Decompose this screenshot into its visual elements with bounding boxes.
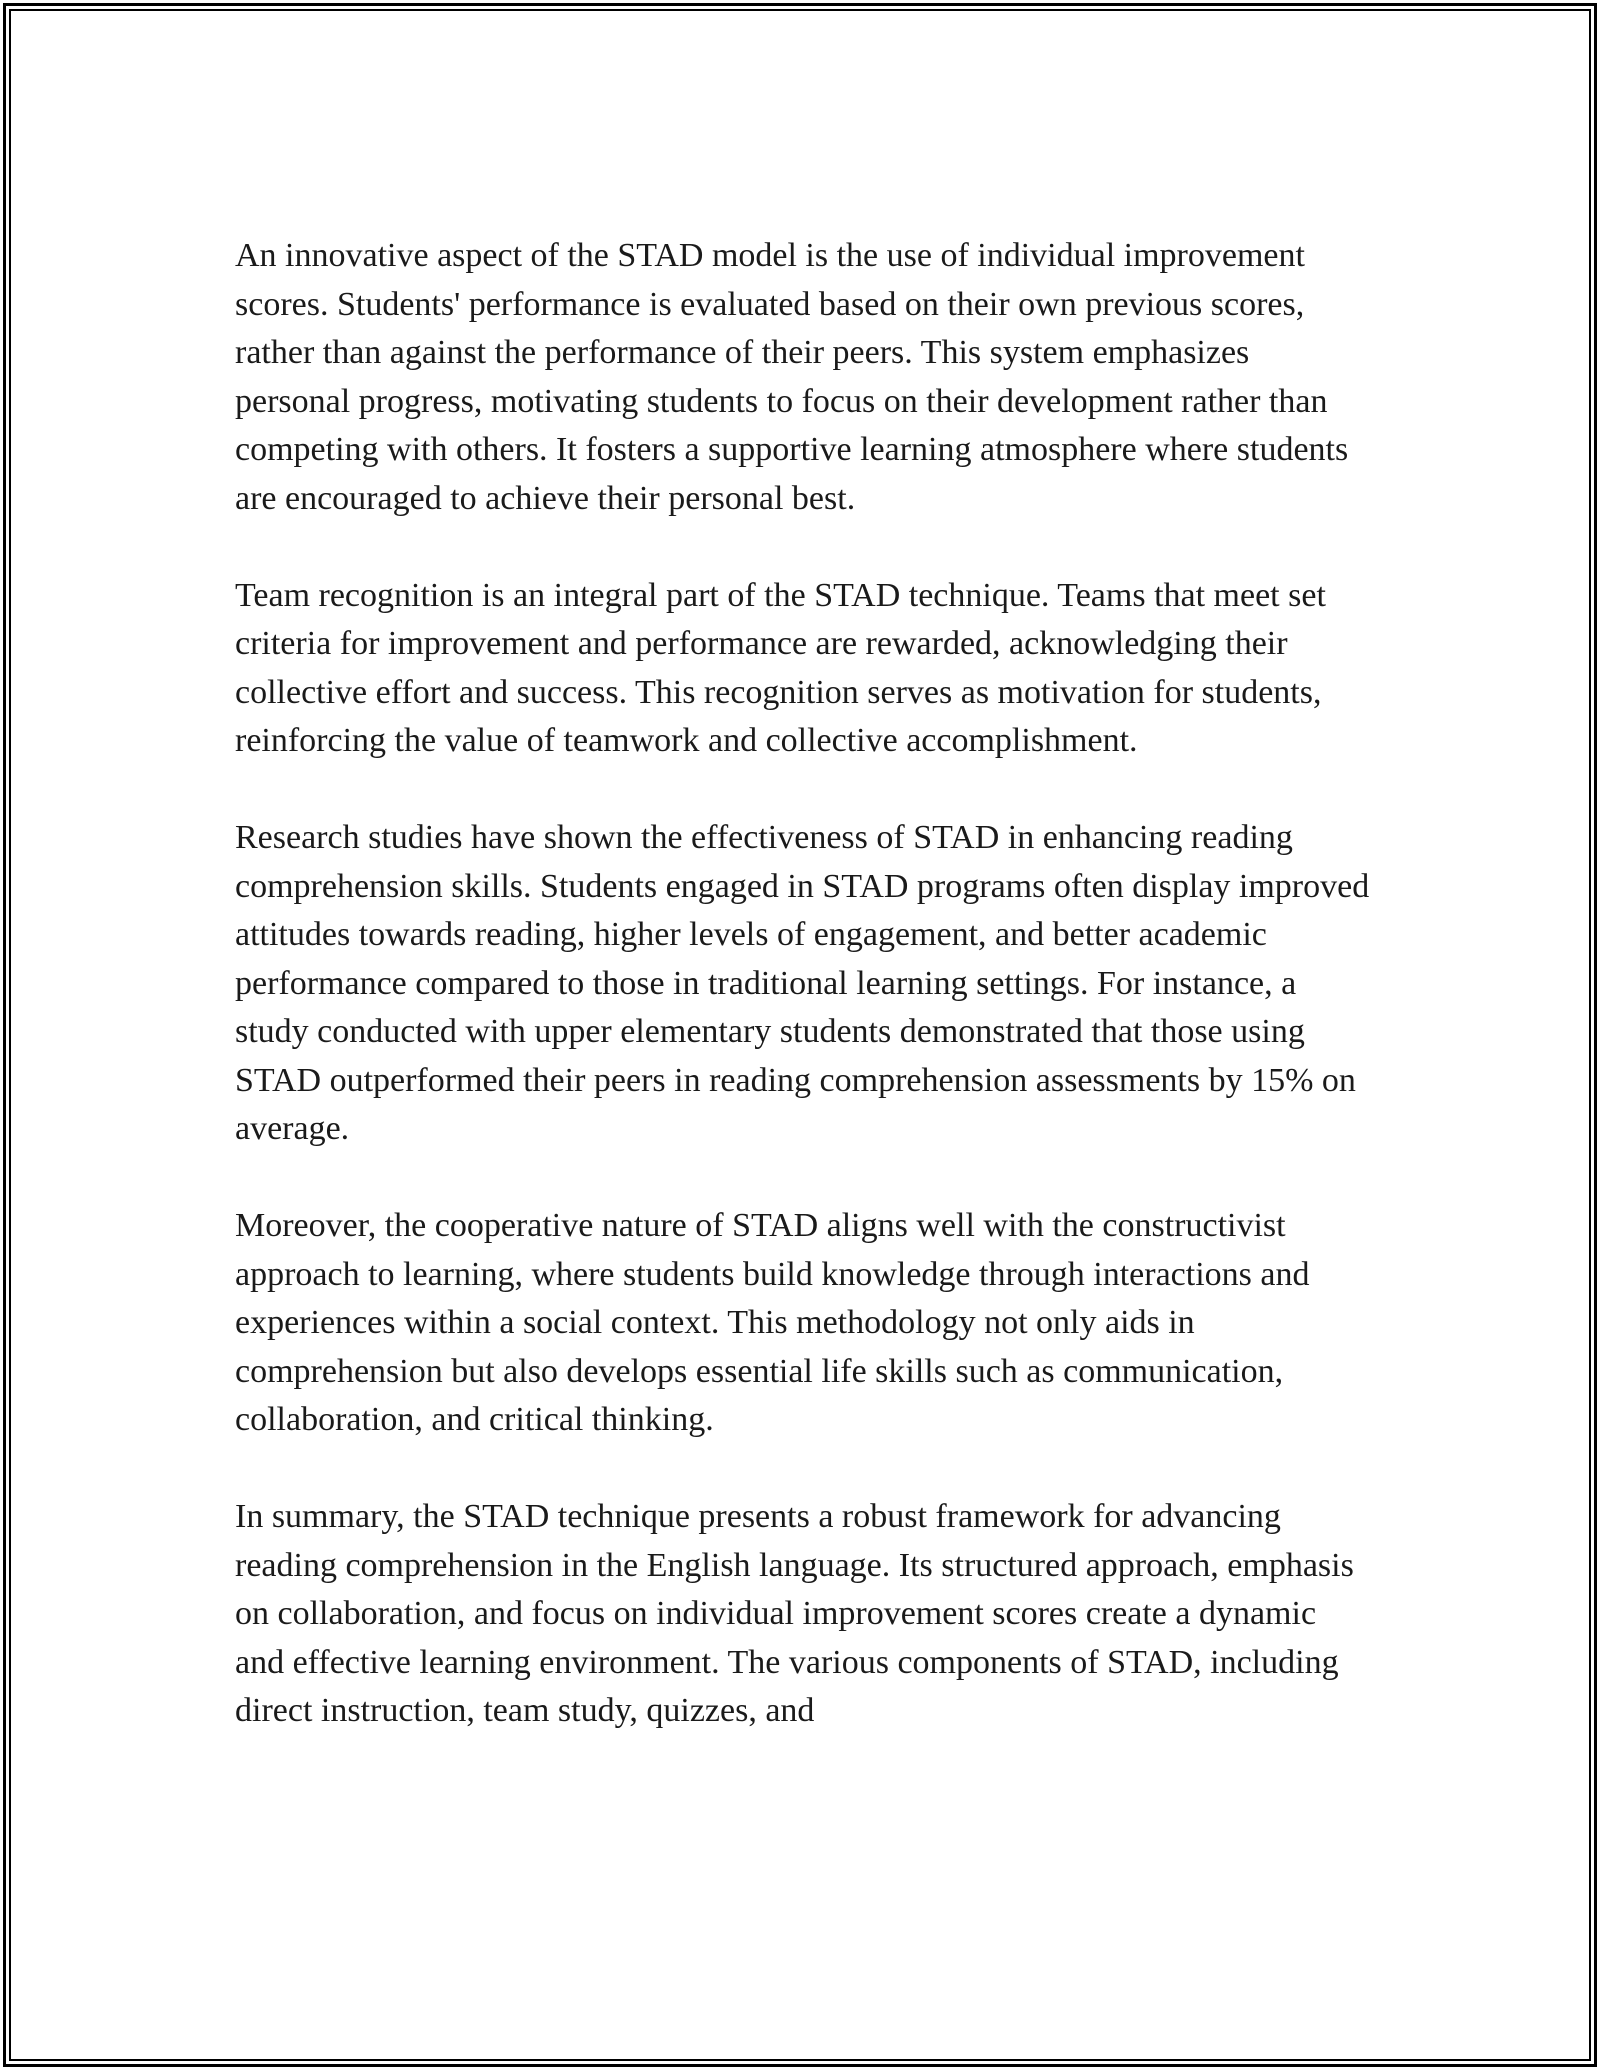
paragraph-improvement-scores: An innovative aspect of the STAD model is the use of individual improvement scores. Students' performance is evaluated based on their own previous scores, rather than against the performance of their peers. This system emphasizes personal progress, motivating students to focus on their development rather than competing with others. It fosters a supportive learning atmosphere where students are encouraged to achieve their personal best. [235,237,1349,517]
paragraph-research-studies: Research studies have shown the effectiveness of STAD in enhancing reading comprehension skills. Students engaged in STAD programs often display improved attitudes towards reading, higher levels of engagement, and better academic performance compared to those in traditional learning settings. For instance, a study conducted with upper elementary students demonstrated that those using STAD outperformed their peers in reading comprehension assessments by 15% on average. [235,819,1370,1147]
paragraph-team-recognition: Team recognition is an integral part of the STAD technique. Teams that meet set criteria for improvement and performance are rewarded, acknowledging their collective effort and success. This recognition serves as motivation for students, reinforcing the value of teamwork and collective accomplishment. [235,576,1326,759]
document-body [235,232,1370,1784]
paragraph-cooperative-nature: Moreover, the cooperative nature of STAD aligns well with the constructivist approach to learning, where students build knowledge through interactions and experiences within a social context. This methodology not only aids in comprehension but also develops essential life skills such as communication, collaboration, and critical thinking. [235,1207,1310,1438]
paragraph-summary: In summary, the STAD technique presents a robust framework for advancing reading comprehension in the English language. Its structured approach, emphasis on collaboration, and focus on individual improvement scores create a dynamic and effective learning environment. The various components of STAD, including direct instruction, team study, quizzes, and [235,1498,1354,1729]
